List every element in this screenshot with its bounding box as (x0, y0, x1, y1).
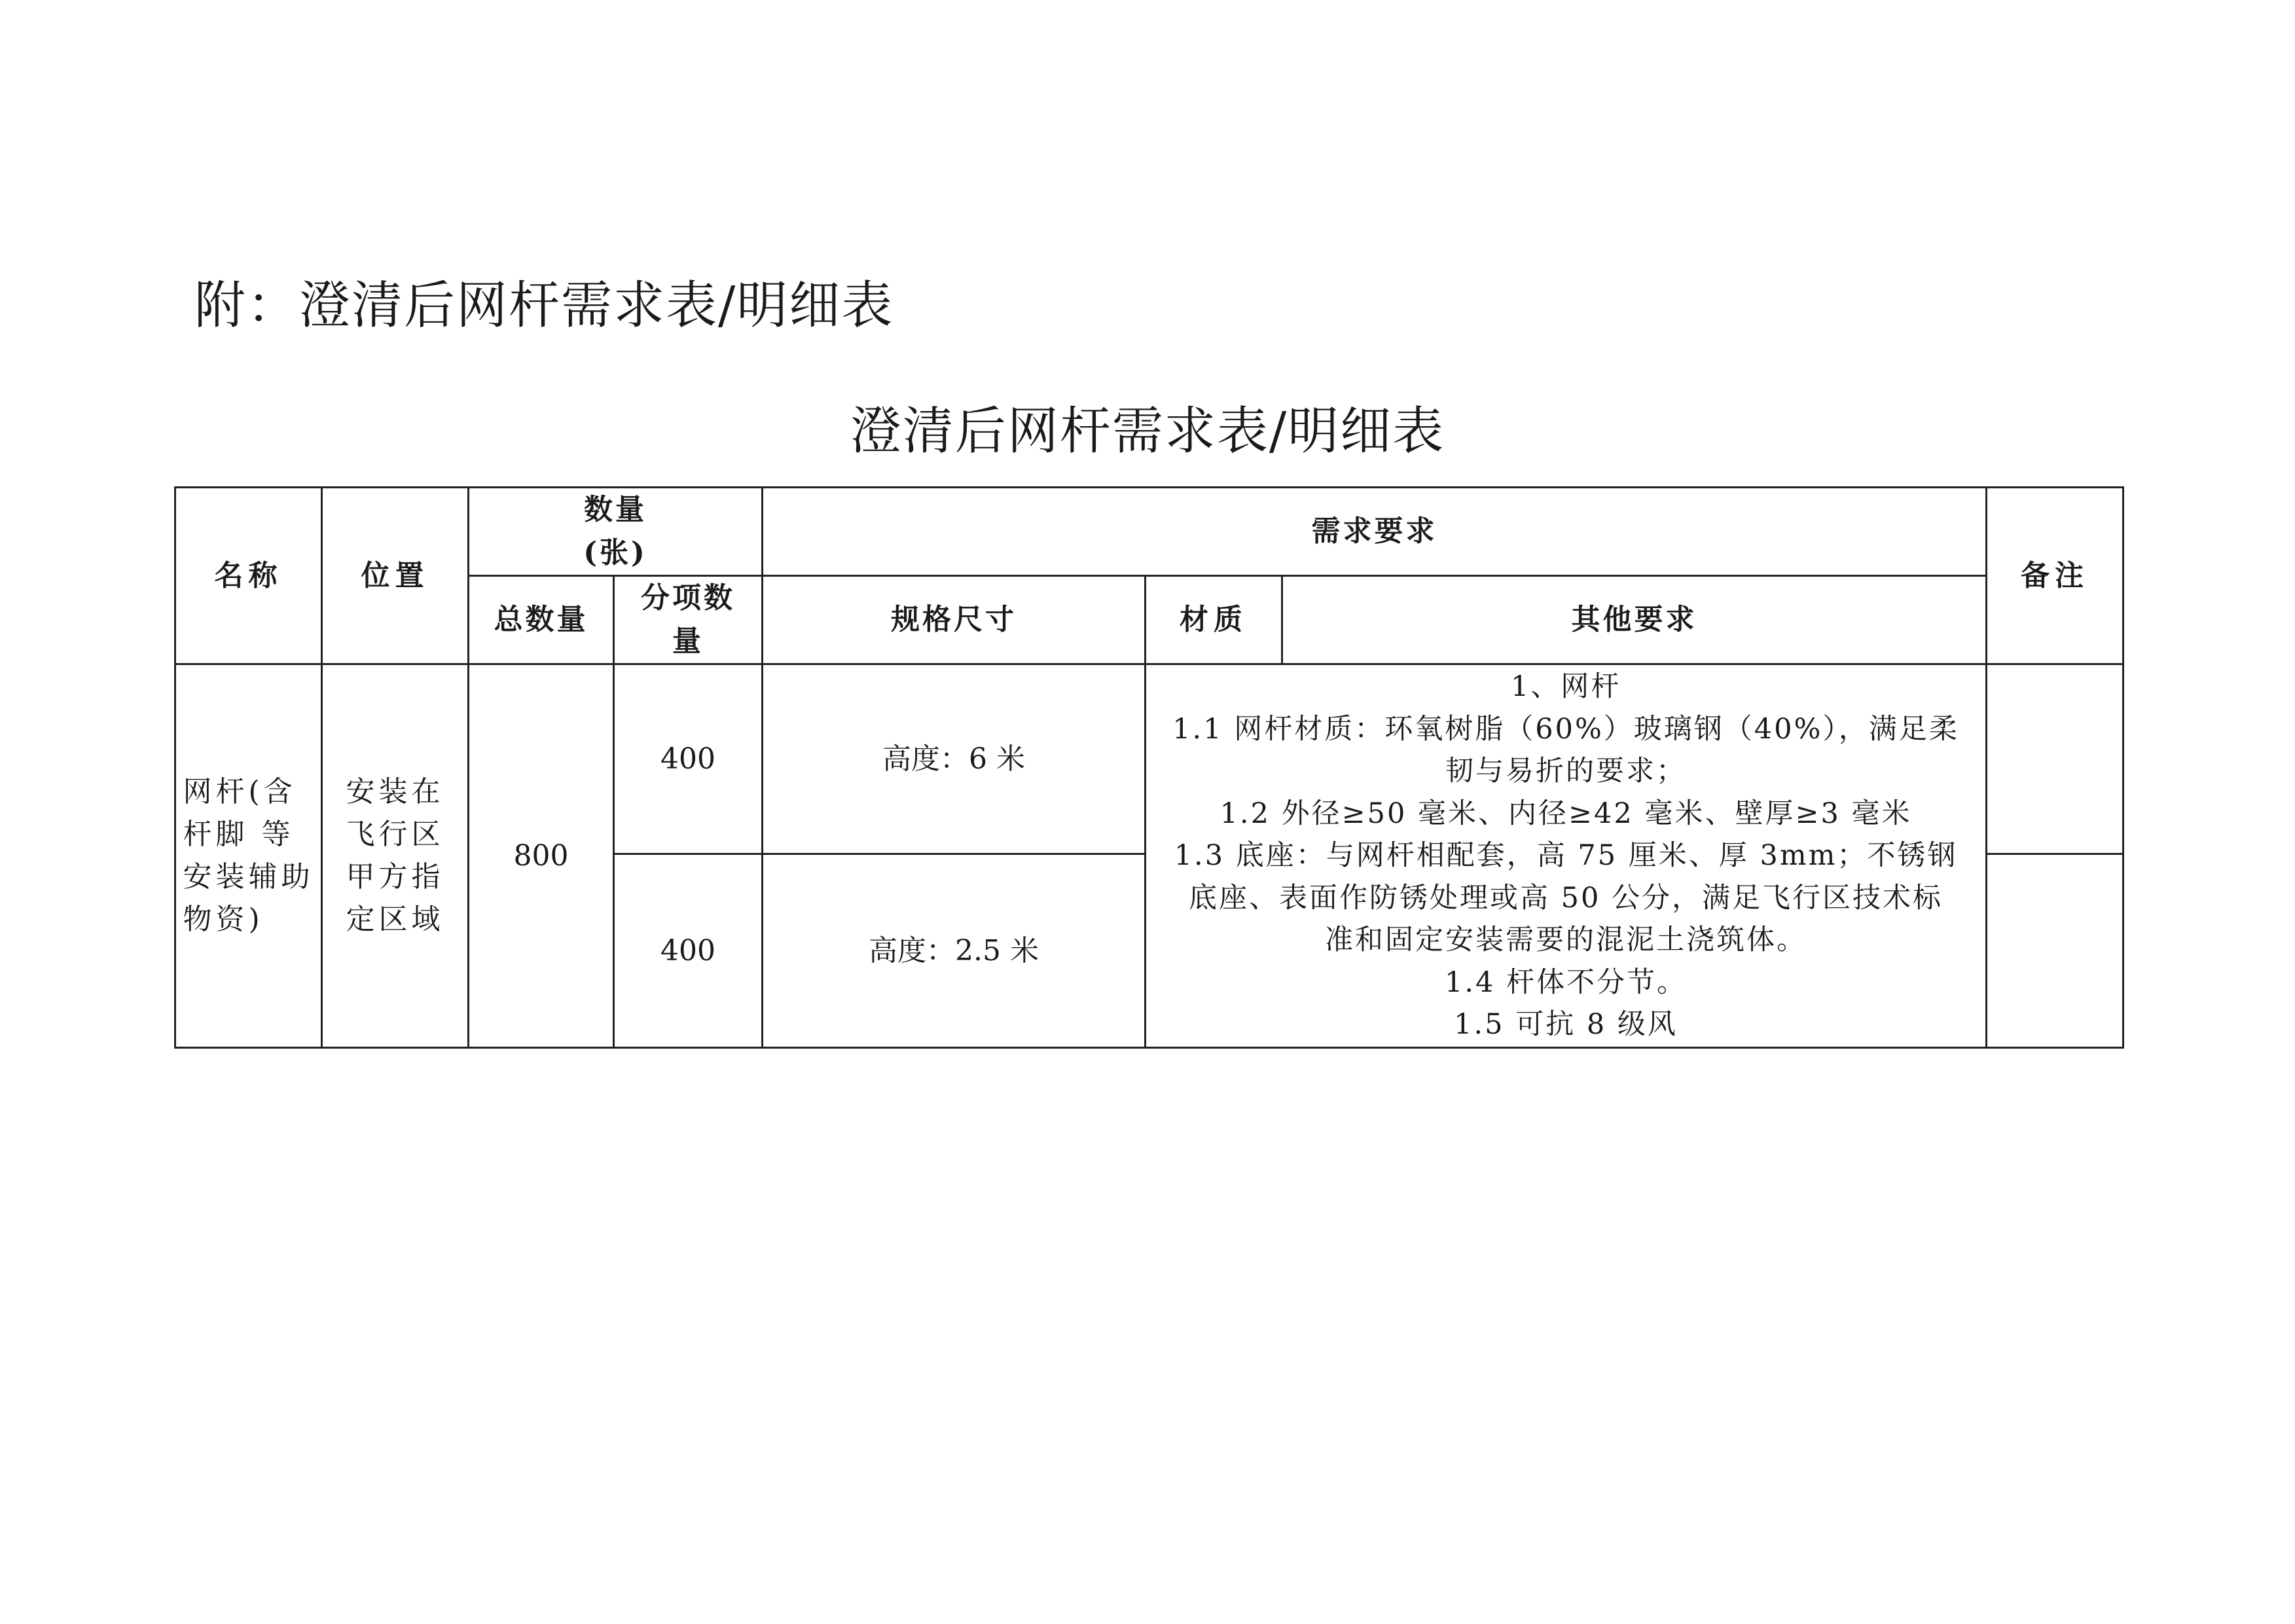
name-line: 物资) (183, 903, 264, 937)
position-cell (322, 664, 469, 1048)
remarks-cell (1987, 854, 2123, 1048)
position-line: 定区域 (346, 903, 444, 937)
header-material: 材质 (1146, 576, 1282, 664)
header-quantity (469, 488, 763, 576)
header-sub-quantity (614, 576, 763, 664)
table-title: 澄清后网杆需求表/明细表 (850, 402, 1445, 461)
name-line: 网杆(含 (183, 774, 297, 808)
name-line: 杆脚 等 (183, 817, 295, 851)
other-requirements-cell (1146, 664, 1987, 1048)
sub-quantity-cell: 400 (614, 854, 763, 1048)
header-total-quantity: 总数量 (469, 576, 614, 664)
attachment-heading: 附：澄清后网杆需求表/明细表 (194, 276, 894, 335)
header-position: 位置 (322, 488, 469, 664)
spec-cell: 高度：6 米 (763, 664, 1146, 854)
name-cell (175, 664, 322, 1048)
requirement-line: 1.5 可抗 8 级风 (1454, 1008, 1678, 1041)
header-quantity-line2: (张) (583, 536, 647, 569)
position-line: 安装在 (346, 774, 444, 808)
header-remarks: 备注 (1987, 488, 2123, 664)
position-line: 甲方指 (346, 860, 444, 894)
header-requirements: 需求要求 (763, 488, 1987, 576)
header-quantity-line1: 数量 (584, 493, 647, 526)
requirements-table (174, 486, 2124, 1049)
requirement-line: 1.3 底座：与网杆相配套，高 75 厘米、厚 3mm；不锈钢 (1174, 839, 1958, 873)
requirement-line: 底座、表面作防锈处理或高 50 公分，满足飞行区技术标 (1189, 881, 1943, 914)
position-line: 飞行区 (346, 817, 444, 851)
requirement-line: 1.2 外径≥50 毫米、内径≥42 毫米、壁厚≥3 毫米 (1220, 797, 1912, 830)
header-sub-quantity-line1: 分项数 (641, 581, 735, 615)
requirement-line: 1.1 网杆材质：环氧树脂（60%）玻璃钢（40%），满足柔 (1172, 712, 1959, 746)
requirement-line: 准和固定安装需要的混泥土浇筑体。 (1325, 924, 1807, 957)
header-name: 名称 (175, 488, 322, 664)
header-sub-quantity-line2: 量 (672, 624, 704, 658)
header-other-requirements: 其他要求 (1282, 576, 1987, 664)
header-spec-size: 规格尺寸 (763, 576, 1146, 664)
requirement-line: 韧与易折的要求； (1445, 755, 1687, 788)
table-row (175, 664, 2123, 854)
requirement-line: 1.4 杆体不分节。 (1445, 965, 1688, 999)
total-quantity-cell: 800 (469, 664, 614, 1048)
requirement-line: 1、网杆 (1510, 670, 1621, 704)
remarks-cell (1987, 664, 2123, 854)
header-row-1 (175, 488, 2123, 576)
sub-quantity-cell: 400 (614, 664, 763, 854)
name-line: 安装辅助 (183, 860, 314, 894)
spec-cell: 高度：2.5 米 (763, 854, 1146, 1048)
